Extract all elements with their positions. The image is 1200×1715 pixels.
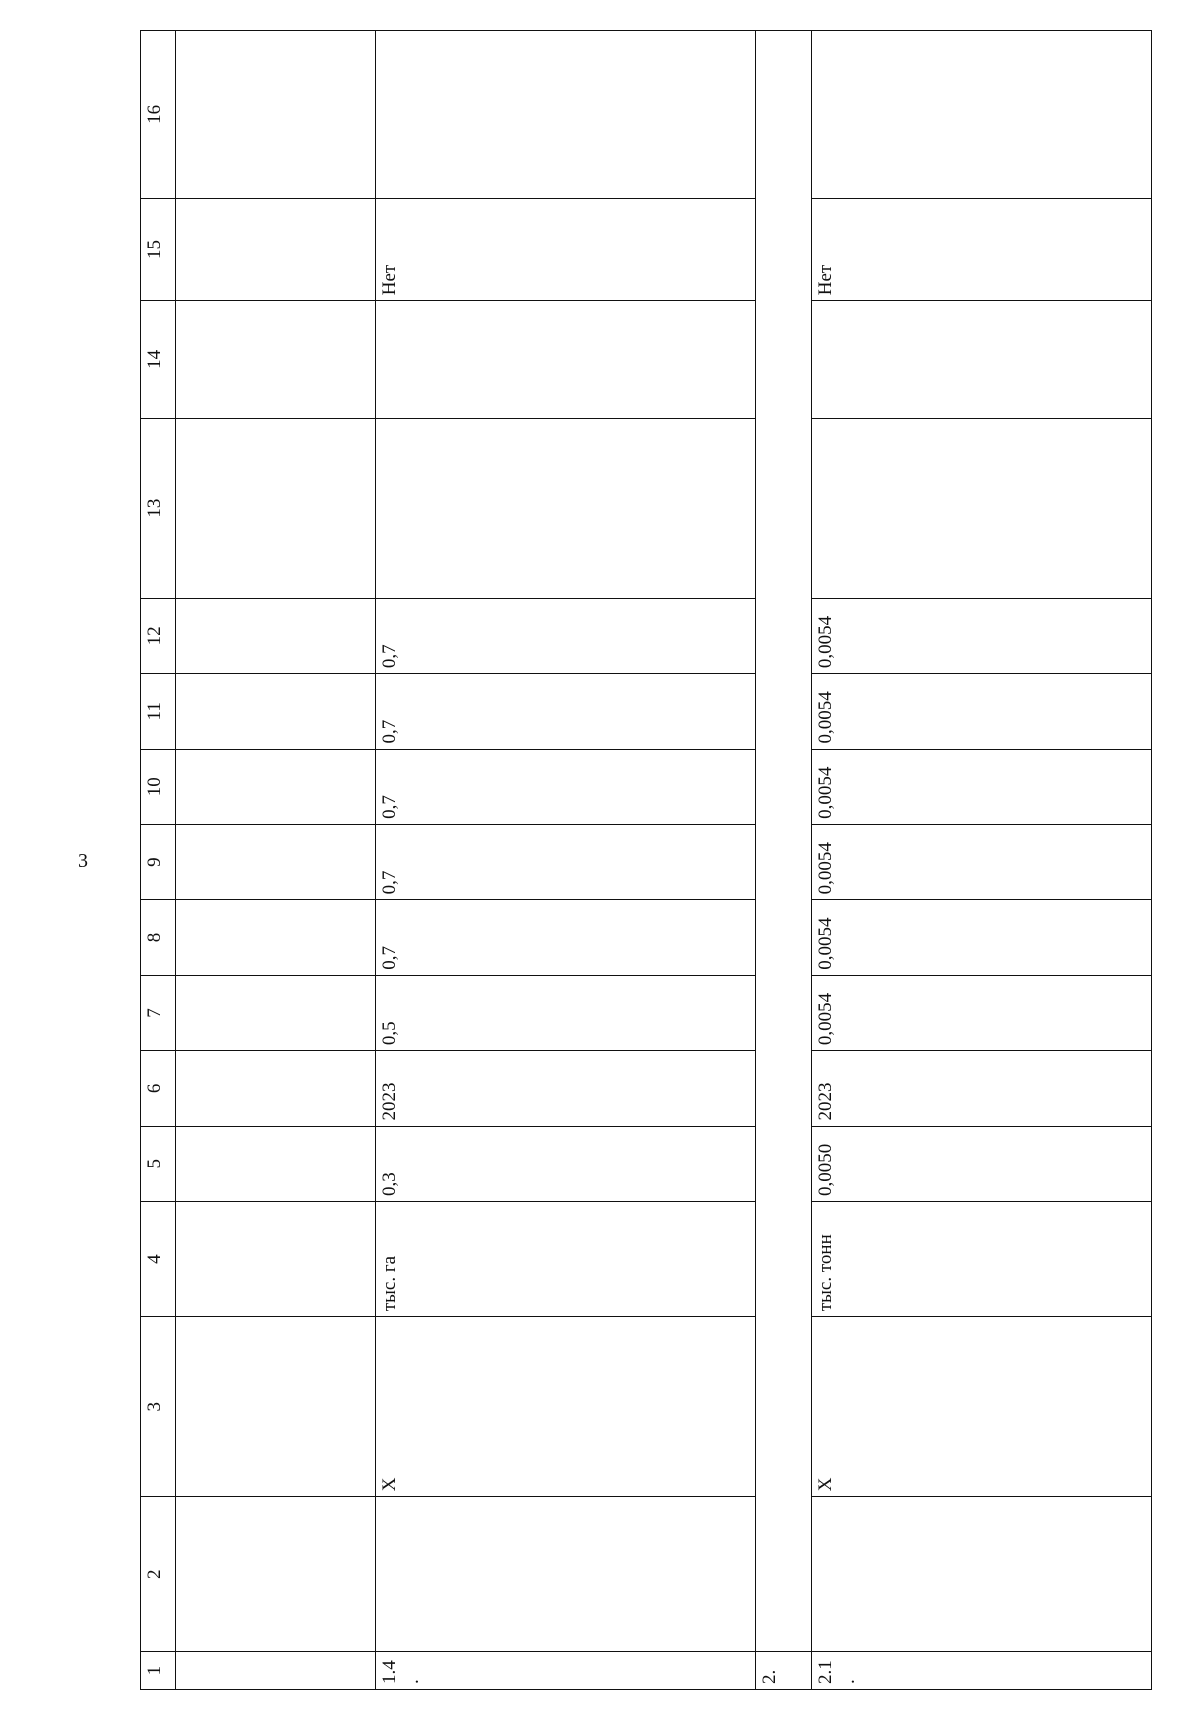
table-cell: 0,7 (376, 824, 756, 899)
table-row (812, 31, 1152, 1690)
table-cell: 2.1. (812, 1652, 1152, 1690)
section-row (756, 31, 812, 1690)
indicators-table (140, 30, 1152, 1690)
table-cell: Нет (376, 198, 756, 301)
column-number-row (141, 31, 176, 1690)
column-number: 12 (141, 598, 176, 673)
table-cell: 0,3 (376, 1126, 756, 1201)
table-cell (812, 31, 1152, 199)
table-cell: X (376, 1317, 756, 1497)
column-number: 13 (141, 418, 176, 598)
table-cell (176, 1126, 376, 1201)
table-cell (376, 31, 756, 199)
table-cell: X (812, 1317, 1152, 1497)
column-number: 3 (141, 1317, 176, 1497)
column-number: 16 (141, 31, 176, 199)
table-cell: 0,0054 (812, 598, 1152, 673)
table-cell (176, 900, 376, 975)
column-number: 7 (141, 975, 176, 1050)
table-cell (376, 1497, 756, 1652)
table-row (176, 31, 376, 1690)
table-cell (176, 301, 376, 418)
table-cell: 0,0054 (812, 900, 1152, 975)
table-cell (176, 674, 376, 749)
table-cell: 2023 (376, 1051, 756, 1126)
table-cell (176, 1051, 376, 1126)
table-row (376, 31, 756, 1690)
table-cell: 0,7 (376, 749, 756, 824)
table-cell: 0,0054 (812, 674, 1152, 749)
table-cell (176, 1497, 376, 1652)
rotated-table-wrapper (140, 30, 1180, 1690)
table-cell (176, 1201, 376, 1316)
column-number: 15 (141, 198, 176, 301)
column-number: 5 (141, 1126, 176, 1201)
table-cell (812, 301, 1152, 418)
table-cell: Нет (812, 198, 1152, 301)
column-number: 11 (141, 674, 176, 749)
table-cell: 0,0050 (812, 1126, 1152, 1201)
table-cell: 0,5 (376, 975, 756, 1050)
table-cell: 0,0054 (812, 975, 1152, 1050)
column-number: 2 (141, 1497, 176, 1652)
table-cell: тыс. тонн (812, 1201, 1152, 1316)
table-cell (176, 749, 376, 824)
column-number: 8 (141, 900, 176, 975)
column-number: 9 (141, 824, 176, 899)
table-cell: 2023 (812, 1051, 1152, 1126)
table-cell: 0,7 (376, 674, 756, 749)
table-cell (176, 198, 376, 301)
section-title (756, 31, 812, 1652)
table-cell: 0,7 (376, 900, 756, 975)
table-cell: 0,0054 (812, 749, 1152, 824)
column-number: 1 (141, 1652, 176, 1690)
column-number: 10 (141, 749, 176, 824)
table-cell (376, 418, 756, 598)
table-cell (176, 418, 376, 598)
table-cell (812, 1497, 1152, 1652)
table-cell (376, 301, 756, 418)
section-number: 2. (756, 1652, 812, 1690)
table-cell (176, 824, 376, 899)
column-number: 6 (141, 1051, 176, 1126)
table-cell (176, 1317, 376, 1497)
column-number: 4 (141, 1201, 176, 1316)
table-cell (176, 975, 376, 1050)
table-cell (176, 1652, 376, 1690)
table-cell (812, 418, 1152, 598)
page-number: 3 (78, 850, 88, 872)
table-cell (176, 598, 376, 673)
table-cell: 1.4. (376, 1652, 756, 1690)
table-cell: 0,0054 (812, 824, 1152, 899)
table-cell (176, 31, 376, 199)
table-cell: 0,7 (376, 598, 756, 673)
table-cell: тыс. га (376, 1201, 756, 1316)
column-number: 14 (141, 301, 176, 418)
